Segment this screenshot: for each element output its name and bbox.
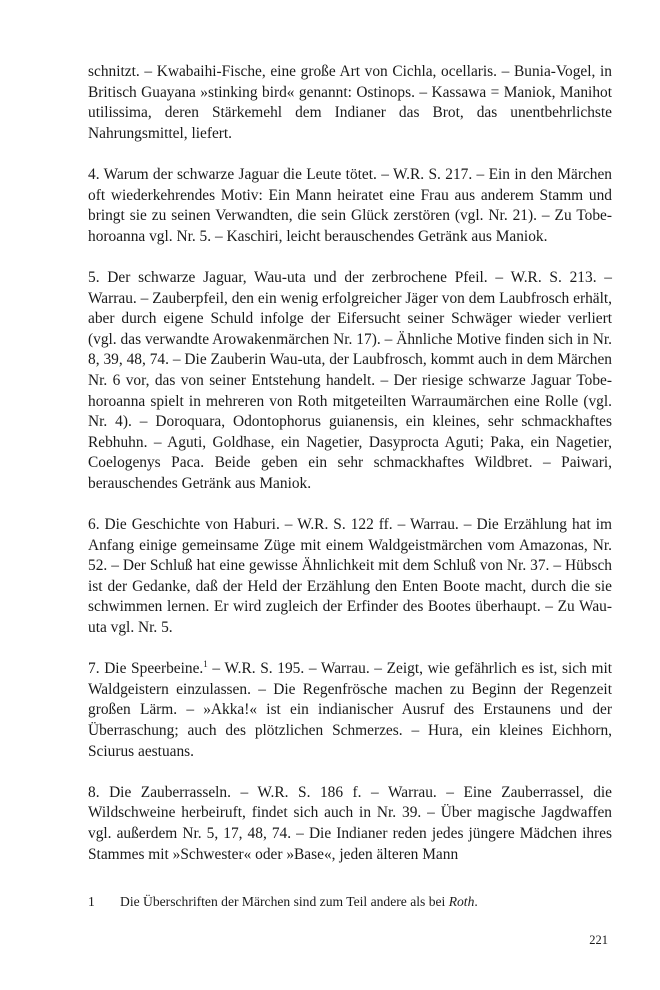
page-number: 221 — [589, 933, 608, 947]
paragraph-note-8: 8. Die Zauberrasseln. – W.R. S. 186 f. – Warrau. – Eine Zauberrassel, die Wildschweine herbeiruft, findet sich auch in Nr. 39. – Über magische Jagdwaffen vgl. außerdem Nr. 5, 17, 48, 74. – Die Indianer reden jedes jüngere Mädchen ihres Stammes mit »Schwester« oder »Base«, jeden älteren Mann — [88, 783, 612, 863]
paragraph-notes-3-end: schnitzt. – Kwabaihi-Fische, eine große Art von Cichla, ocellaris. – Bunia-Vogel, in Britisch Guayana »stinking bird« genannt: Ostinops. – Kassawa = Maniok, Manihot utilissima, deren Stärkemehl dem Indianer das Brot, das unentbehrlichste Nahrungsmittel, liefert. — [88, 63, 612, 142]
paragraph-note-7 — [88, 659, 612, 762]
footnote-end: . — [474, 894, 478, 909]
main-text — [88, 62, 612, 865]
footnote — [88, 893, 612, 911]
paragraph-note-5: 5. Der schwarze Jaguar, Wau-uta und der zerbrochene Pfeil. – W.R. S. 213. – Warrau. – Zauberpfeil, den ein wenig erfolgreicher Jäger von dem Laubfrosch erhält, aber durch eigene Schuld infolge der Eifersucht seiner Schwäger wieder verliert (vgl. das verwandte Arowakenmärchen Nr. 17). – Ähnliche Motive finden sich in Nr. 8, 39, 48, 74. – Die Zauberin Wau-uta, der Laubfrosch, kommt auch in dem Märchen Nr. 6 vor, das von seiner Entstehung handelt. – Der riesige schwarze Jaguar Tobe-horoanna spielt in mehreren von Roth mitgeteilten Warraumärchen eine Rolle (vgl. Nr. 4). – Doroquara, Odontophorus guianensis, ein kleines, sehr schmackhaftes Rebhuhn. – Aguti, Goldhase, ein Nagetier, Dasyprocta Aguti; Paka, ein Nagetier, Coelogenys Paca. Beide geben ein sehr schmackhaftes Wildbret. – Paiwari, berauschendes Getränk aus Maniok. — [88, 268, 612, 492]
note-7-title: 7. Die Speerbeine. — [88, 660, 204, 678]
note-7-body: – W.R. S. 195. – Warrau. – Zeigt, wie gefährlich es ist, sich mit Waldgeistern einzulassen. – Die Regenfrösche machen zu Beginn der Regenzeit großen Lärm. – »Akka!« ist ein indianischer Ausruf des Erstaunens und der Überraschung; auch des plötzlichen Schmerzes. – Hura, ein kleines Eichhorn, Sciurus aestuans. — [88, 660, 612, 760]
footnote-reference: 1 — [203, 659, 208, 670]
paragraph-note-4: 4. Warum der schwarze Jaguar die Leute tötet. – W.R. S. 217. – Ein in den Märchen oft wiederkehrendes Motiv: Ein Mann heiratet eine Frau aus anderem Stamm und bringt sie zu seinen Verwandten, die sein Glück zerstören (vgl. Nr. 21). – Zu Tobe-horoanna vgl. Nr. 5. – Kaschiri, leicht berauschendes Getränk aus Maniok. — [88, 165, 612, 245]
footnote-text — [120, 893, 478, 911]
paragraph-note-6: 6. Die Geschichte von Haburi. – W.R. S. 122 ff. – Warrau. – Die Erzählung hat im Anfang einige gemeinsame Züge mit einem Waldgeistmärchen vom Amazonas, Nr. 52. – Der Schluß hat eine gewisse Ähnlichkeit mit dem Schluß von Nr. 37. – Hübsch ist der Gedanke, daß der Held der Erzählung den Enten Boote macht, durch die sie schwimmen lernen. Er wird zugleich der Erfinder des Bootes überhaupt. – Zu Wau-uta vgl. Nr. 5. — [88, 516, 612, 637]
footnote-body: Die Überschriften der Märchen sind zum Teil andere als bei — [120, 894, 449, 909]
footnote-author: Roth — [448, 894, 475, 909]
footnote-number: 1 — [88, 894, 95, 909]
